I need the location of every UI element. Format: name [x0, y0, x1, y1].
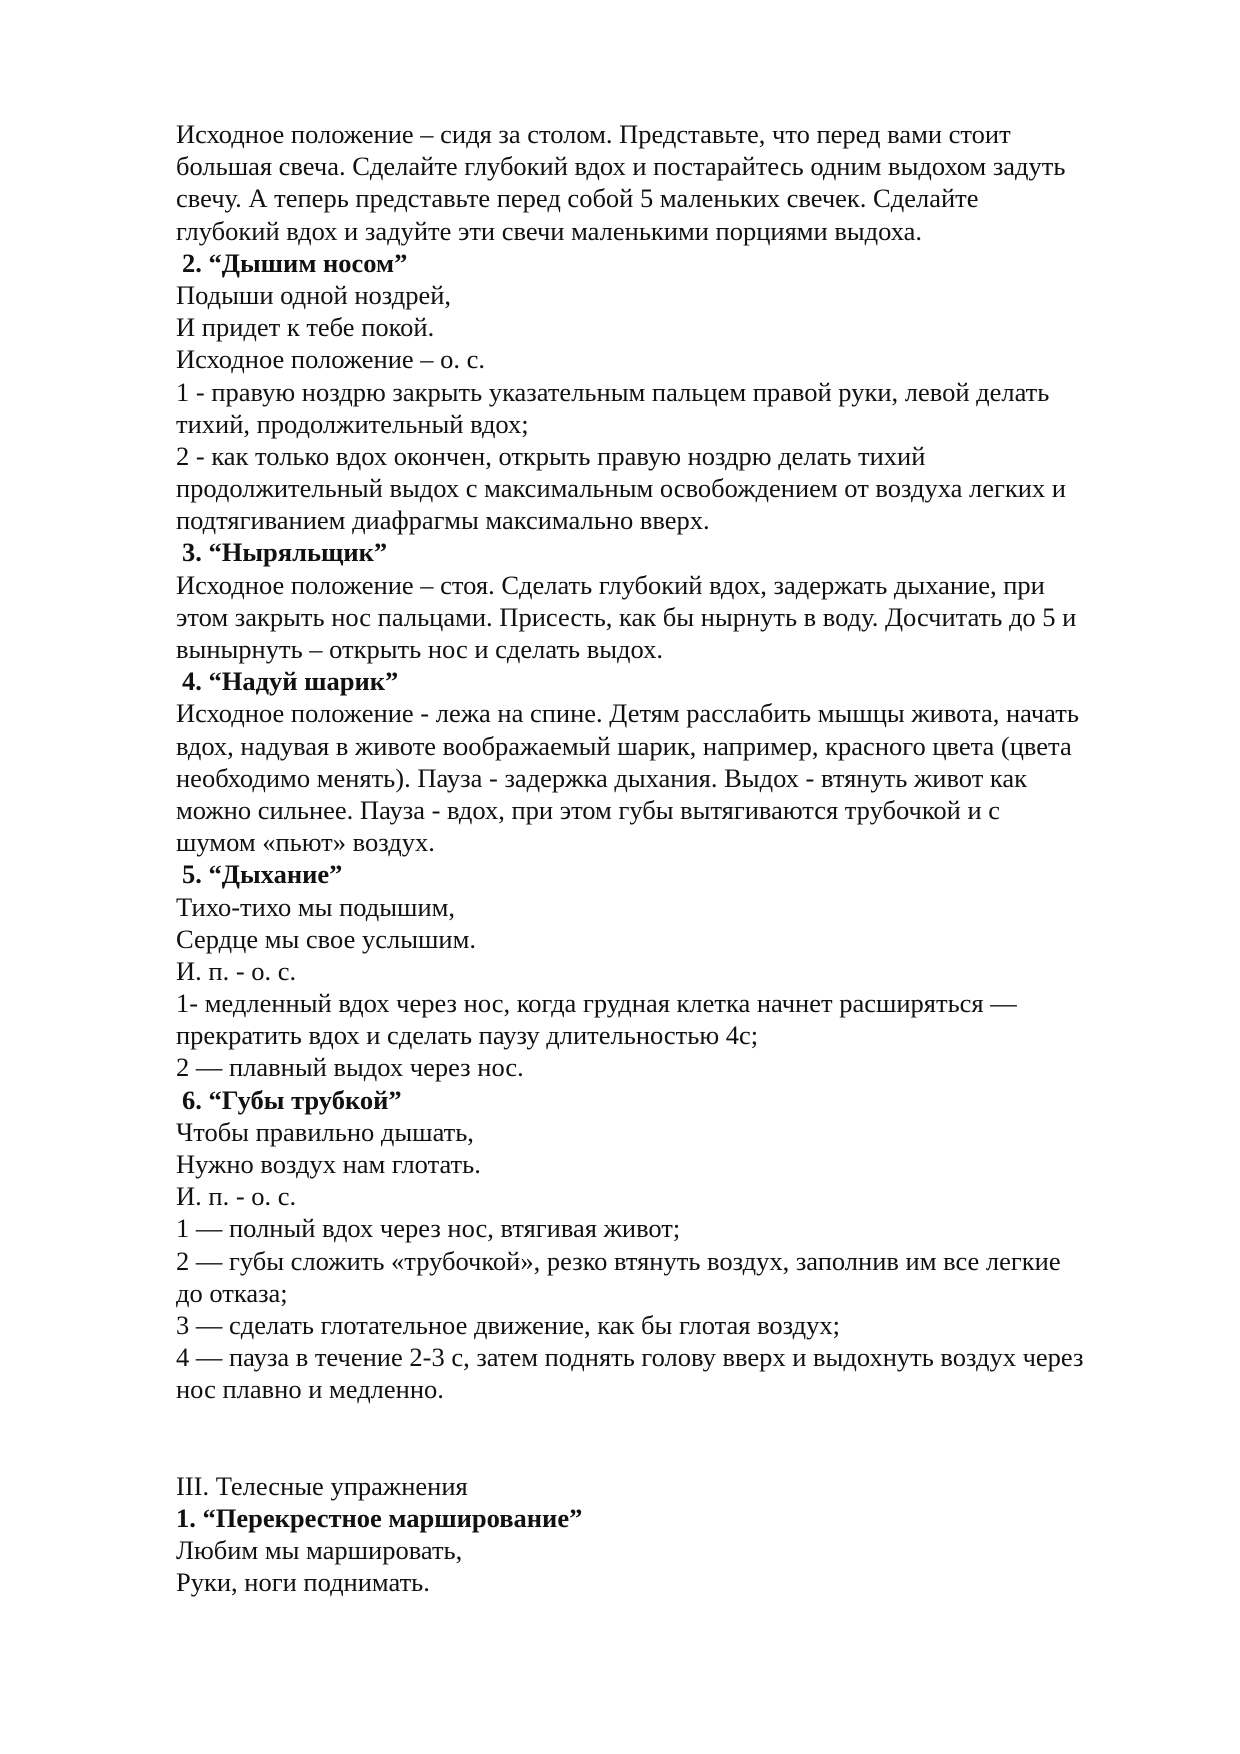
- text-line: Подыши одной ноздрей,: [176, 279, 452, 310]
- text-line: свечу. А теперь представьте перед собой 5 маленьких свечек. Сделайте: [176, 183, 979, 214]
- text-line: III. Телесные упражнения: [176, 1470, 468, 1501]
- text-line: Любим мы маршировать,: [176, 1535, 463, 1566]
- text-line: 2 — губы сложить «трубочкой», резко втянуть воздух, заполнив им все легкие: [176, 1245, 1061, 1276]
- text-line: 1 — полный вдох через нос, втягивая живот;: [176, 1213, 681, 1244]
- section-gap: [176, 1406, 1166, 1470]
- text-line: Тихо-тихо мы подышим,: [176, 891, 456, 922]
- text-line: Исходное положение – сидя за столом. Представьте, что перед вами стоит: [176, 119, 1011, 149]
- text-line: И. п. - о. с.: [176, 955, 297, 986]
- text-line: вдох, надувая в животе воображаемый шарик, например, красного цвета (цвета: [176, 730, 1072, 761]
- text-line: подтягиванием диафрагмы максимально вверх.: [176, 505, 710, 536]
- text-line: 2 — плавный выдох через нос.: [176, 1052, 524, 1083]
- text-line: 4 — пауза в течение 2-3 с, затем поднять голову вверх и выдохнуть воздух через: [176, 1342, 1084, 1373]
- exercise-heading: 5. “Дыхание”: [182, 859, 343, 890]
- text-line: 3 — сделать глотательное движение, как бы глотая воздух;: [176, 1309, 840, 1340]
- exercise-heading: 6. “Губы трубкой”: [182, 1084, 402, 1115]
- text-line: Руки, ноги поднимать.: [176, 1567, 430, 1598]
- text-line: И. п. - о. с.: [176, 1181, 297, 1212]
- text-line: необходимо менять). Пауза - задержка дыхания. Выдох - втянуть живот как: [176, 762, 1028, 793]
- text-line: можно сильнее. Пауза - вдох, при этом губы вытягиваются трубочкой и с: [176, 794, 1001, 825]
- text-line: прекратить вдох и сделать паузу длительностью 4с;: [176, 1020, 759, 1051]
- exercise-heading: 1. “Перекрестное марширование”: [176, 1503, 583, 1534]
- text-line: Чтобы правильно дышать,: [176, 1116, 474, 1147]
- text-line: Исходное положение – о. с.: [176, 344, 486, 375]
- text-line: 2 - как только вдох окончен, открыть правую ноздрю делать тихий: [176, 440, 926, 471]
- text-line: глубокий вдох и задуйте эти свечи маленькими порциями выдоха.: [176, 215, 923, 246]
- document-page: [176, 118, 1166, 1599]
- text-line: Исходное положение – стоя. Сделать глубокий вдох, задержать дыхание, при: [176, 569, 1045, 600]
- text-line: этом закрыть нос пальцами. Присесть, как бы нырнуть в воду. Досчитать до 5 и: [176, 601, 1077, 632]
- text-line: Нужно воздух нам глотать.: [176, 1149, 481, 1179]
- text-line: продолжительный выдох с максимальным освобождением от воздуха легких и: [176, 473, 1066, 504]
- text-line: до отказа;: [176, 1277, 288, 1308]
- text-line: Сердце мы свое услышим.: [176, 923, 476, 954]
- text-line: 1 - правую ноздрю закрыть указательным пальцем правой руки, левой делать: [176, 376, 1050, 407]
- text-line: шумом «пьют» воздух.: [176, 827, 435, 858]
- exercise-heading: 4. “Надуй шарик”: [182, 666, 399, 697]
- text-line: И придет к тебе покой.: [176, 312, 435, 343]
- text-line: 1- медленный вдох через нос, когда грудная клетка начнет расширяться —: [176, 988, 1017, 1019]
- text-line: Исходное положение - лежа на спине. Детям расслабить мышцы живота, начать: [176, 698, 1079, 729]
- exercise-heading: 3. “Ныряльщик”: [182, 537, 388, 568]
- text-line: вынырнуть – открыть нос и сделать выдох.: [176, 634, 664, 664]
- text-line: нос плавно и медленно.: [176, 1374, 444, 1405]
- text-line: тихий, продолжительный вдох;: [176, 408, 529, 439]
- text-line: большая свеча. Сделайте глубокий вдох и постарайтесь одним выдохом задуть: [176, 151, 1066, 182]
- exercise-heading: 2. “Дышим носом”: [182, 247, 408, 278]
